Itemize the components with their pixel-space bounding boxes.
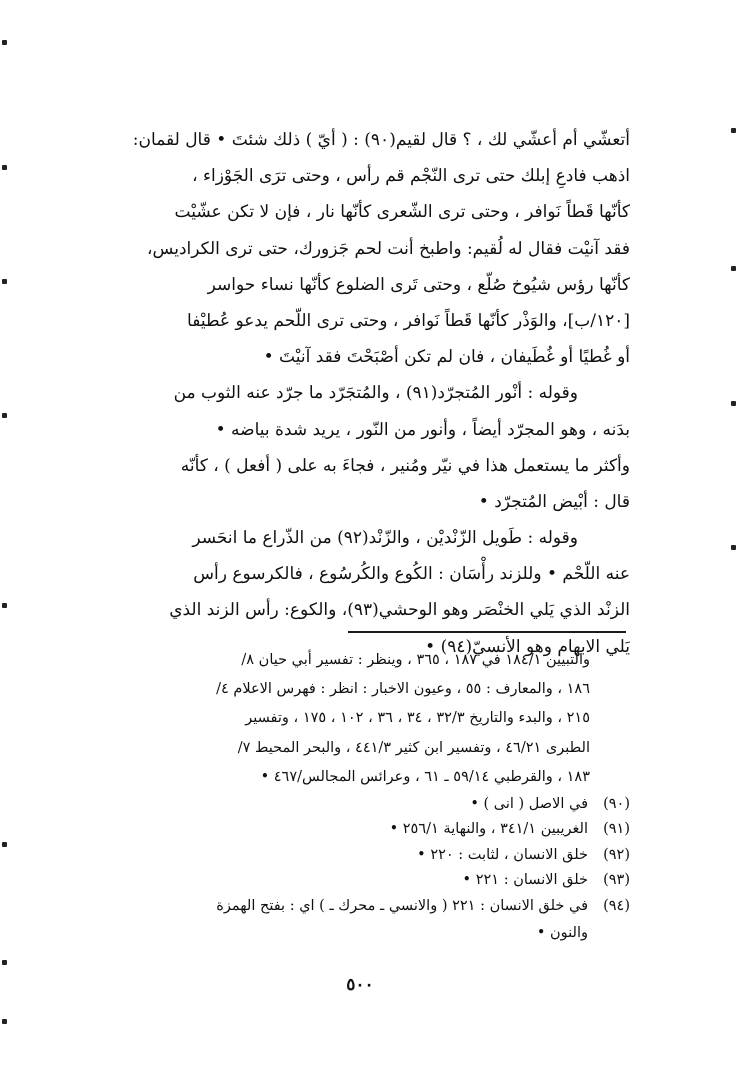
text-line: كأنّها قَطاً نَوافر ، وحتى ترى الشّعرى كأنّها نار ، فإن لا تكن عشّيْت xyxy=(174,202,630,223)
footnotes-block xyxy=(112,646,630,948)
footnote-number: (٩٤) xyxy=(603,897,630,914)
source-line: والتبيين ١٨٤/١ في ١٨٧ ، ٣٦٥ ، وينظر : تفسير أبي حيان ٨/ xyxy=(241,652,590,668)
text-line: أو غُطيًا أو غُطَيفان ، فان لم تكن أصْبَحْتَ فقد آنيْتَ • xyxy=(263,347,630,368)
scan-edge-mark xyxy=(731,266,736,271)
scan-edge-mark xyxy=(2,40,7,45)
footnote-number: (٩٣) xyxy=(603,872,630,889)
page-number: ٥٠٠ xyxy=(346,975,374,995)
main-text-block xyxy=(118,122,630,665)
scan-edge-mark xyxy=(731,128,736,133)
source-line: ١٨٦ ، والمعارف : ٥٥ ، وعيون الاخبار : انظر : فهرس الاعلام ٤/ xyxy=(216,681,590,698)
scan-edge-mark xyxy=(2,279,7,284)
scan-edge-mark xyxy=(731,545,736,550)
text-line: بدَنه ، وهو المجرّد أيضاً ، وأنور من النّور ، يريد شدة بياضه • xyxy=(215,419,630,440)
scan-edge-mark xyxy=(2,960,7,965)
text-line: وقوله : أنْور المُتجرّد(٩١) ، والمُتجَرّد ما جرّد عنه الثوب من xyxy=(173,383,578,404)
scan-edge-mark xyxy=(731,401,736,406)
scan-edge-mark xyxy=(2,842,7,847)
scan-edge-mark xyxy=(2,413,7,418)
footnote-91 xyxy=(112,817,630,842)
footnote-text: خلق الانسان : ٢٢١ • xyxy=(462,872,588,889)
footnote-text: الغريبين ٣٤١/١ ، والنهاية ٢٥٦/١ • xyxy=(389,821,588,838)
source-line: الطبرى ٤٦/٢١ ، وتفسير ابن كثير ٤٤١/٣ ، والبحر المحيط ٧/ xyxy=(237,739,590,756)
text-line: الزنْد الذي يَلي الخنْصَر وهو الوحشي(٩٣)، والكوع: رأس الزند الذي xyxy=(169,600,630,621)
text-line: عنه اللّحْم • وللزند رأْسَان : الكُوع والكُرسُوع ، فالكرسوع رأس xyxy=(193,564,630,585)
scan-edge-mark xyxy=(2,603,7,608)
footnote-text: في الاصل ( انى ) • xyxy=(470,795,588,812)
text-line: [١٢٠/ب]، والوَذْر كأنّها قَطاً نَوافر ، وحتى ترى اللّحم يدعو عُطيْفا xyxy=(187,310,630,331)
footnote-text: في خلق الانسان : ٢٢١ ( والانسي ـ محرك ـ ) اي : بفتح الهمزة xyxy=(216,897,588,914)
scan-edge-mark xyxy=(2,1019,7,1024)
source-line: ٢١٥ ، والبدء والتاريخ ٣٢/٣ ، ٣٤ ، ٣٦ ، ١٠٢ ، ١٧٥ ، وتفسير xyxy=(245,710,590,727)
footnote-continuation: والنون • xyxy=(536,924,588,941)
text-line: يَلي الابهام وهو الأنسيّ(٩٤) • xyxy=(425,636,630,657)
text-line: وأكثر ما يستعمل هذا في نيّر ومُنير ، فجاءَ به على ( أفعل ) ، كأنّه xyxy=(180,455,630,476)
footnote-number: (٩١) xyxy=(603,821,630,838)
scan-edge-mark xyxy=(2,165,7,170)
text-line: اذهب فادعِ إبلك حتى ترى النّجْم قم رأس ، وحتى ترَى الجَوْزاء ، xyxy=(192,166,630,187)
footnote-separator xyxy=(348,631,626,633)
text-line: قال : أبْيض المُتجرّد • xyxy=(478,491,630,512)
source-line: ١٨٣ ، والقرطبي ٥٩/١٤ ـ ٦١ ، وعرائس المجالس/٤٦٧ • xyxy=(260,768,590,785)
footnote-94 xyxy=(112,894,630,919)
footnote-number: (٩٠) xyxy=(603,795,630,812)
footnote-92 xyxy=(112,843,630,868)
text-line: وقوله : طَويل الزّنْديْن ، والزّنْد(٩٢) من الذّراع ما انحَسر xyxy=(192,528,578,549)
text-line: أتعشّي أم أعشّي لك ، ؟ قال لقيم(٩٠) : ( أيّ ) ذلك شئتَ • قال لقمان: xyxy=(132,130,630,150)
text-line: كأنّها رؤس شيُوخ صُلّع ، وحتى تَرى الضلوع كأنّها نساء حواسر xyxy=(207,274,630,295)
footnote-93 xyxy=(112,868,630,893)
footnote-number: (٩٢) xyxy=(603,846,630,863)
footnote-90 xyxy=(112,792,630,817)
footnote-text: خلق الانسان ، لثابت : ٢٢٠ • xyxy=(417,846,588,863)
text-line: فقد آنيْت فقال له لُقيم: واطبخ أنت لحم جَزورك، حتى ترى الكراديس، xyxy=(147,238,630,259)
